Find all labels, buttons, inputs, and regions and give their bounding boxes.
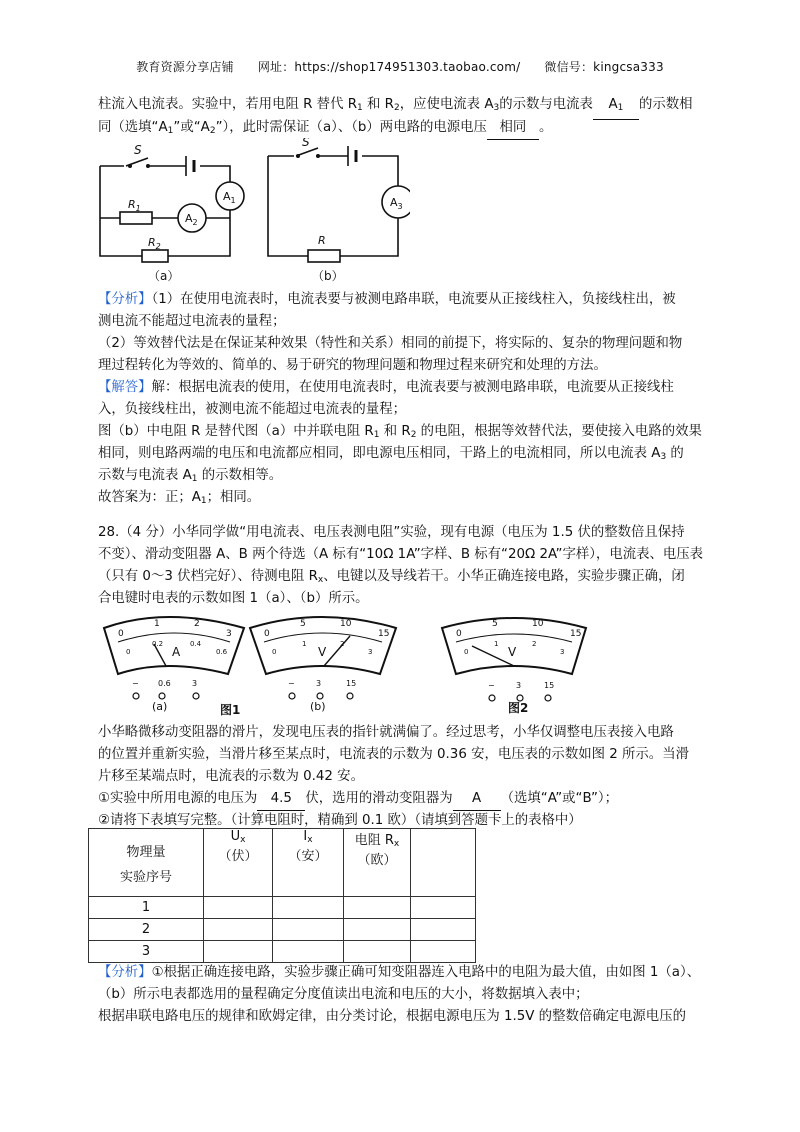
col-header-voltage: $U_x$ （伏） [204, 829, 273, 897]
analysis27-line-2: 测电流不能超过电流表的量程； [98, 314, 286, 329]
q28-line-7: 片移至某端点时，电流表的示数为 0.42 安。 [98, 769, 364, 784]
m2-term-0: − [288, 679, 295, 688]
m3-inner-0: 0 [464, 648, 469, 656]
ammeter-a3-label: $A_3$ [390, 196, 403, 211]
q28-line-1: 28.（4 分）小华同学做“用电流表、电压表测电阻”实验，现有电源（电压为 1.5 伏的整数倍且保持 [98, 525, 685, 540]
answer-blank-a1: $A_1$ [593, 94, 639, 120]
analysis28-line-1: 【分析】①根据正确连接电路，实验步骤正确可知变阻器连入电路中的电阻为最大值，由如图 1（a）、 [98, 965, 701, 980]
solution-tag: 【解答】 [98, 380, 152, 395]
q28-line-4: 合电键时电表的示数如图 1（a）、（b）所示。 [98, 591, 369, 606]
m3-tick-1: 5 [492, 619, 498, 629]
q28-line-2: 不变）、滑动变阻器 A、B 两个待选（A 标有“10Ω 1A”字样、B 标有“20Ω 2A”字样），电流表、电压表 [98, 547, 704, 562]
m2-inner-2: 2 [340, 640, 345, 648]
solution27-line-2: 入，负接线柱出，被测电流不能超过电流表的量程； [98, 402, 406, 417]
solution27-line-4: 相同，则电路两端的电压和电流都应相同，即电源电压相同，干路上的电流相同，所以电流表 $A_3$ 的 [98, 446, 684, 462]
r-label: R [318, 234, 326, 247]
q28-line-8: ①实验中所用电源的电压为 4.5 伏，选用的滑动变阻器为 A （选填“A”或“B”）； [98, 788, 718, 811]
solution27-line-1: 【解答】解：根据电流表的使用，在使用电流表时，电流表要与被测电路串联，电流要从正接线柱 [98, 380, 674, 395]
answer-blank-same: 相同 [487, 117, 539, 140]
m2-tick-0: 0 [264, 629, 270, 639]
r2-label: $R_2$ [148, 236, 161, 251]
m1-tick-0: 0 [118, 629, 124, 639]
caption-a: （a） [148, 269, 180, 283]
analysis27-line-3: （2）等效替代法是在保证某种效果（特性和关系）相同的前提下，将实际的、复杂的物理问题和物 [98, 336, 683, 351]
row-number: 3 [89, 941, 204, 963]
m2-tick-3: 15 [378, 629, 390, 639]
m2-term-1: 3 [316, 679, 322, 688]
col-header-resistance: 电阻 $R_x$ （欧） [344, 829, 411, 897]
q28-line-9: ②请将下表填写完整。（计算电阻时，精确到 0.1 欧）（请填到答题卡上的表格中） [98, 813, 582, 828]
m3-term-1: 3 [516, 681, 522, 690]
circuit-diagram [90, 138, 410, 288]
m3-term-0: − [488, 681, 495, 690]
q28-line-5: 小华略微移动变阻器的滑片，发现电压表的指针就满偏了。经过思考，小华仅调整电压表接入电路 [98, 725, 674, 740]
shop-name: 教育资源分享店铺 [136, 60, 234, 74]
m2-tick-1: 5 [300, 619, 306, 629]
m2-tick-2: 10 [340, 619, 352, 629]
m3-inner-3: 3 [560, 648, 565, 656]
table-row [89, 919, 476, 941]
figure-1-label: 图1 [220, 703, 241, 717]
wechat-id: 微信号：kingcsa333 [544, 60, 664, 74]
shop-url[interactable]: 网址：https://shop174951303.taobao.com/ [257, 60, 521, 74]
m1-tick-1: 1 [154, 619, 160, 629]
m1-tick-3: 3 [226, 629, 232, 639]
m1-inner-0: 0 [126, 648, 131, 656]
analysis-tag: 【分析】 [98, 292, 152, 307]
m3-inner-1: 1 [494, 640, 499, 648]
m1-term-0: − [132, 679, 139, 688]
solution27-line-5: 示数与电流表 $A_1$ 的示数相等。 [98, 468, 283, 484]
switch-label-b: S [302, 138, 310, 149]
answer-blank-rheostat: A [453, 788, 501, 811]
m3-tick-2: 10 [532, 619, 544, 629]
row-number: 1 [89, 897, 204, 919]
caption-b: （b） [312, 269, 344, 283]
results-table [88, 828, 476, 963]
analysis28-tag: 【分析】 [98, 965, 152, 980]
m2-unit: V [318, 645, 327, 659]
solution27-line-3: 图（b）中电阻 R 是替代图（a）中并联电阻 $R_1$ 和 $R_2$ 的电阻，根据等效替代法，要使接入电路的效果 [98, 424, 702, 440]
solution27-line-6: 故答案为：正；$A_1$；相同。 [98, 490, 261, 506]
analysis28-line-2: （b）所示电表都选用的量程确定分度值读出电流和电压的大小，将数据填入表中； [98, 987, 589, 1002]
ammeter-a1-label: $A_1$ [223, 190, 236, 205]
m1-unit: A [172, 645, 181, 659]
row-number: 2 [89, 919, 204, 941]
m1-term-1: 0.6 [158, 679, 171, 688]
m2-term-2: 15 [346, 679, 357, 688]
m3-term-2: 15 [544, 681, 555, 690]
m1-inner-1: 0.2 [152, 640, 164, 648]
m1-tick-2: 2 [194, 619, 200, 629]
table-row [89, 897, 476, 919]
table-row [89, 941, 476, 963]
page-header [0, 58, 800, 75]
col-header-extra [411, 829, 476, 897]
q27-line-1: 柱流入电流表。实验中，若用电阻 R 替代 $R_1$ 和 $R_2$，应使电流表 $A_3$的示数与电流表 $A_1$ 的示数相 [98, 94, 718, 120]
q28-line-3: （只有 0～3 伏档完好）、待测电阻 $R_x$、电键以及导线若干。小华正确连接电路，实验步骤正确，闭 [98, 569, 685, 585]
caption-meter-b: (b) [310, 700, 326, 713]
q28-line-6: 的位置并重新实验，当滑片移至某点时，电流表的示数为 0.36 安，电压表的示数如图 2 所示。当滑 [98, 747, 689, 762]
m3-tick-3: 15 [570, 629, 582, 639]
caption-meter-a: (a) [152, 700, 168, 713]
figure-2-label: 图2 [508, 701, 529, 715]
m3-inner-2: 2 [532, 640, 537, 648]
table-corner-cell: 物理量 实验序号 [89, 829, 204, 897]
m1-term-2: 3 [192, 679, 198, 688]
m3-tick-0: 0 [456, 629, 462, 639]
switch-label-a: S [134, 143, 142, 157]
answer-blank-voltage: 4.5 [257, 788, 305, 811]
col-header-current: $I_x$ （安） [273, 829, 344, 897]
q27-line-2: 同（选填“$A_1$”或“$A_2$”），此时需保证（a）、（b）两电路的电源电压 相同 。 [98, 117, 718, 142]
analysis28-line-3: 根据串联电路电压的规律和欧姆定律，由分类讨论，根据电源电压为 1.5V 的整数倍确定电源电压的 [98, 1009, 686, 1024]
analysis27-line-4: 理过程转化为等效的、简单的、易于研究的物理问题和物理过程来研究和处理的方法。 [98, 358, 607, 373]
analysis27-line-1: 【分析】（1）在使用电流表时，电流表要与被测电路串联，电流要从正接线柱入，负接线柱出，被 [98, 292, 676, 307]
ammeter-a2-label: $A_2$ [185, 212, 198, 227]
m2-inner-1: 1 [302, 640, 307, 648]
m2-inner-3: 3 [368, 648, 373, 656]
r1-label: $R_1$ [128, 198, 141, 213]
m1-inner-2: 0.4 [190, 640, 202, 648]
meters-figure [96, 606, 696, 720]
m1-inner-3: 0.6 [216, 648, 228, 656]
m2-inner-0: 0 [272, 648, 277, 656]
m3-unit: V [508, 645, 517, 659]
